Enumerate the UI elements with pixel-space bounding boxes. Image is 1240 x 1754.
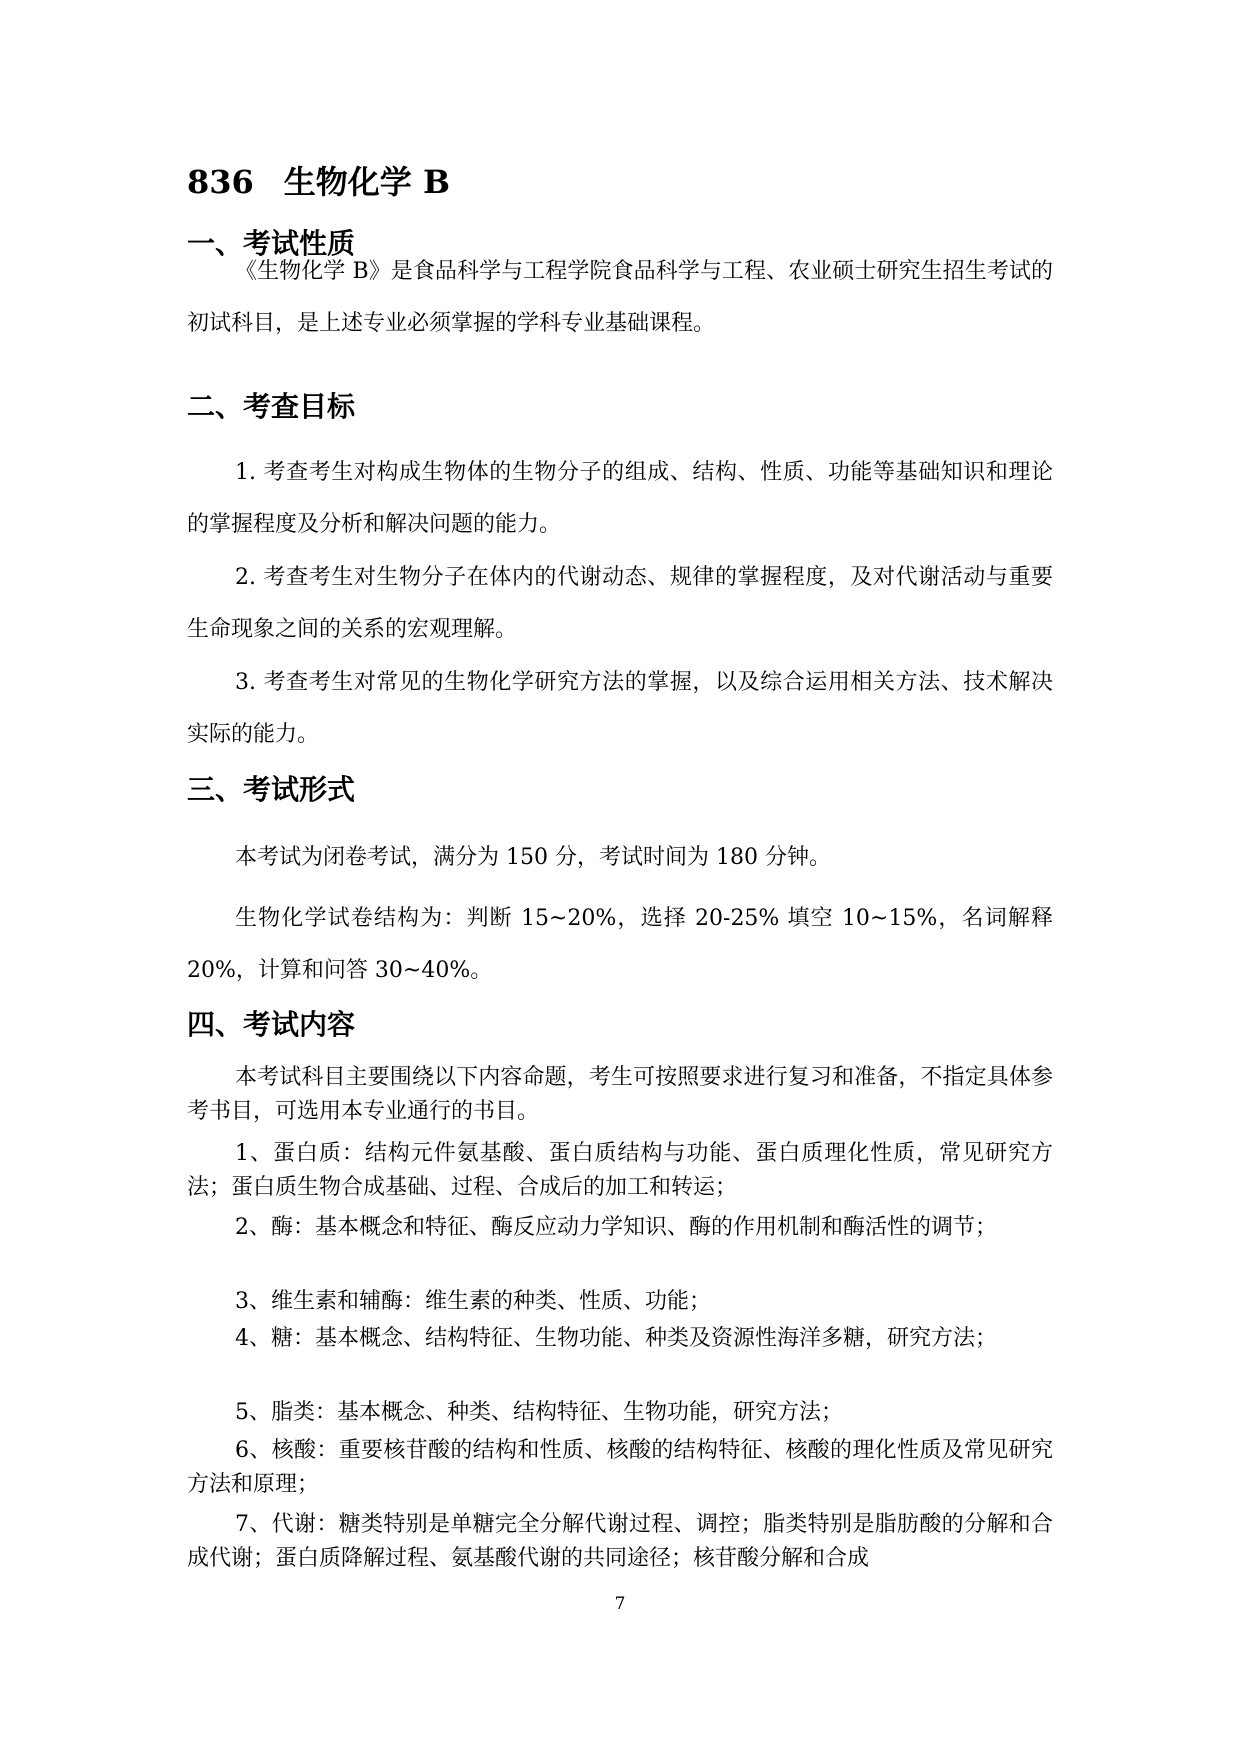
content-item-vitamins: 3、维生素和辅酶：维生素的种类、性质、功能； <box>235 1289 711 1314</box>
page-number: 7 <box>614 1594 626 1614</box>
subject-code: 836 <box>187 163 254 201</box>
objective-item-2: 2. 考查考生对生物分子在体内的代谢动态、规律的掌握程度，及对代谢活动与重要生命现象之间的关系的宏观理解。 <box>187 565 1053 642</box>
content-item-protein: 1、蛋白质：结构元件氨基酸、蛋白质结构与功能、蛋白质理化性质，常见研究方法；蛋白质生物合成基础、过程、合成后的加工和转运； <box>187 1141 1053 1200</box>
subject-name: 生物化学 B <box>283 163 450 201</box>
page-title <box>187 162 450 202</box>
exam-format-paragraph-2: 生物化学试卷结构为：判断 15~20%，选择 20-25% 填空 10~15%，名词解释 20%，计算和问答 30~40%。 <box>187 906 1053 983</box>
section-heading-exam-objectives: 二、考查目标 <box>187 390 356 423</box>
content-item-lipids: 5、脂类：基本概念、种类、结构特征、生物功能，研究方法； <box>235 1400 843 1425</box>
exam-nature-paragraph: 《生物化学 B》是食品科学与工程学院食品科学与工程、农业硕士研究生招生考试的初试科目，是上述专业必须掌握的学科专业基础课程。 <box>187 259 1053 336</box>
content-item-metabolism: 7、代谢：糖类特别是单糖完全分解代谢过程、调控；脂类特别是脂肪酸的分解和合成代谢；蛋白质降解过程、氨基酸代谢的共同途径；核苷酸分解和合成 <box>187 1512 1053 1571</box>
objective-item-1: 1. 考查考生对构成生物体的生物分子的组成、结构、性质、功能等基础知识和理论的掌握程度及分析和解决问题的能力。 <box>187 460 1053 537</box>
section-heading-exam-nature: 一、考试性质 <box>187 227 356 260</box>
section-heading-exam-format: 三、考试形式 <box>187 773 356 806</box>
exam-content-intro: 本考试科目主要围绕以下内容命题，考生可按照要求进行复习和准备，不指定具体参考书目，可选用本专业通行的书目。 <box>187 1065 1053 1124</box>
objective-item-3: 3. 考查考生对常见的生物化学研究方法的掌握，以及综合运用相关方法、技术解决实际的能力。 <box>187 670 1053 747</box>
content-item-sugars: 4、糖：基本概念、结构特征、生物功能、种类及资源性海洋多糖，研究方法； <box>235 1326 997 1351</box>
content-item-nucleic-acids: 6、核酸：重要核苷酸的结构和性质、核酸的结构特征、核酸的理化性质及常见研究方法和原理； <box>187 1438 1053 1497</box>
section-heading-exam-content: 四、考试内容 <box>187 1008 356 1041</box>
exam-format-paragraph-1: 本考试为闭卷考试，满分为 150 分，考试时间为 180 分钟。 <box>235 845 831 870</box>
content-item-enzyme: 2、酶：基本概念和特征、酶反应动力学知识、酶的作用机制和酶活性的调节； <box>235 1215 997 1240</box>
